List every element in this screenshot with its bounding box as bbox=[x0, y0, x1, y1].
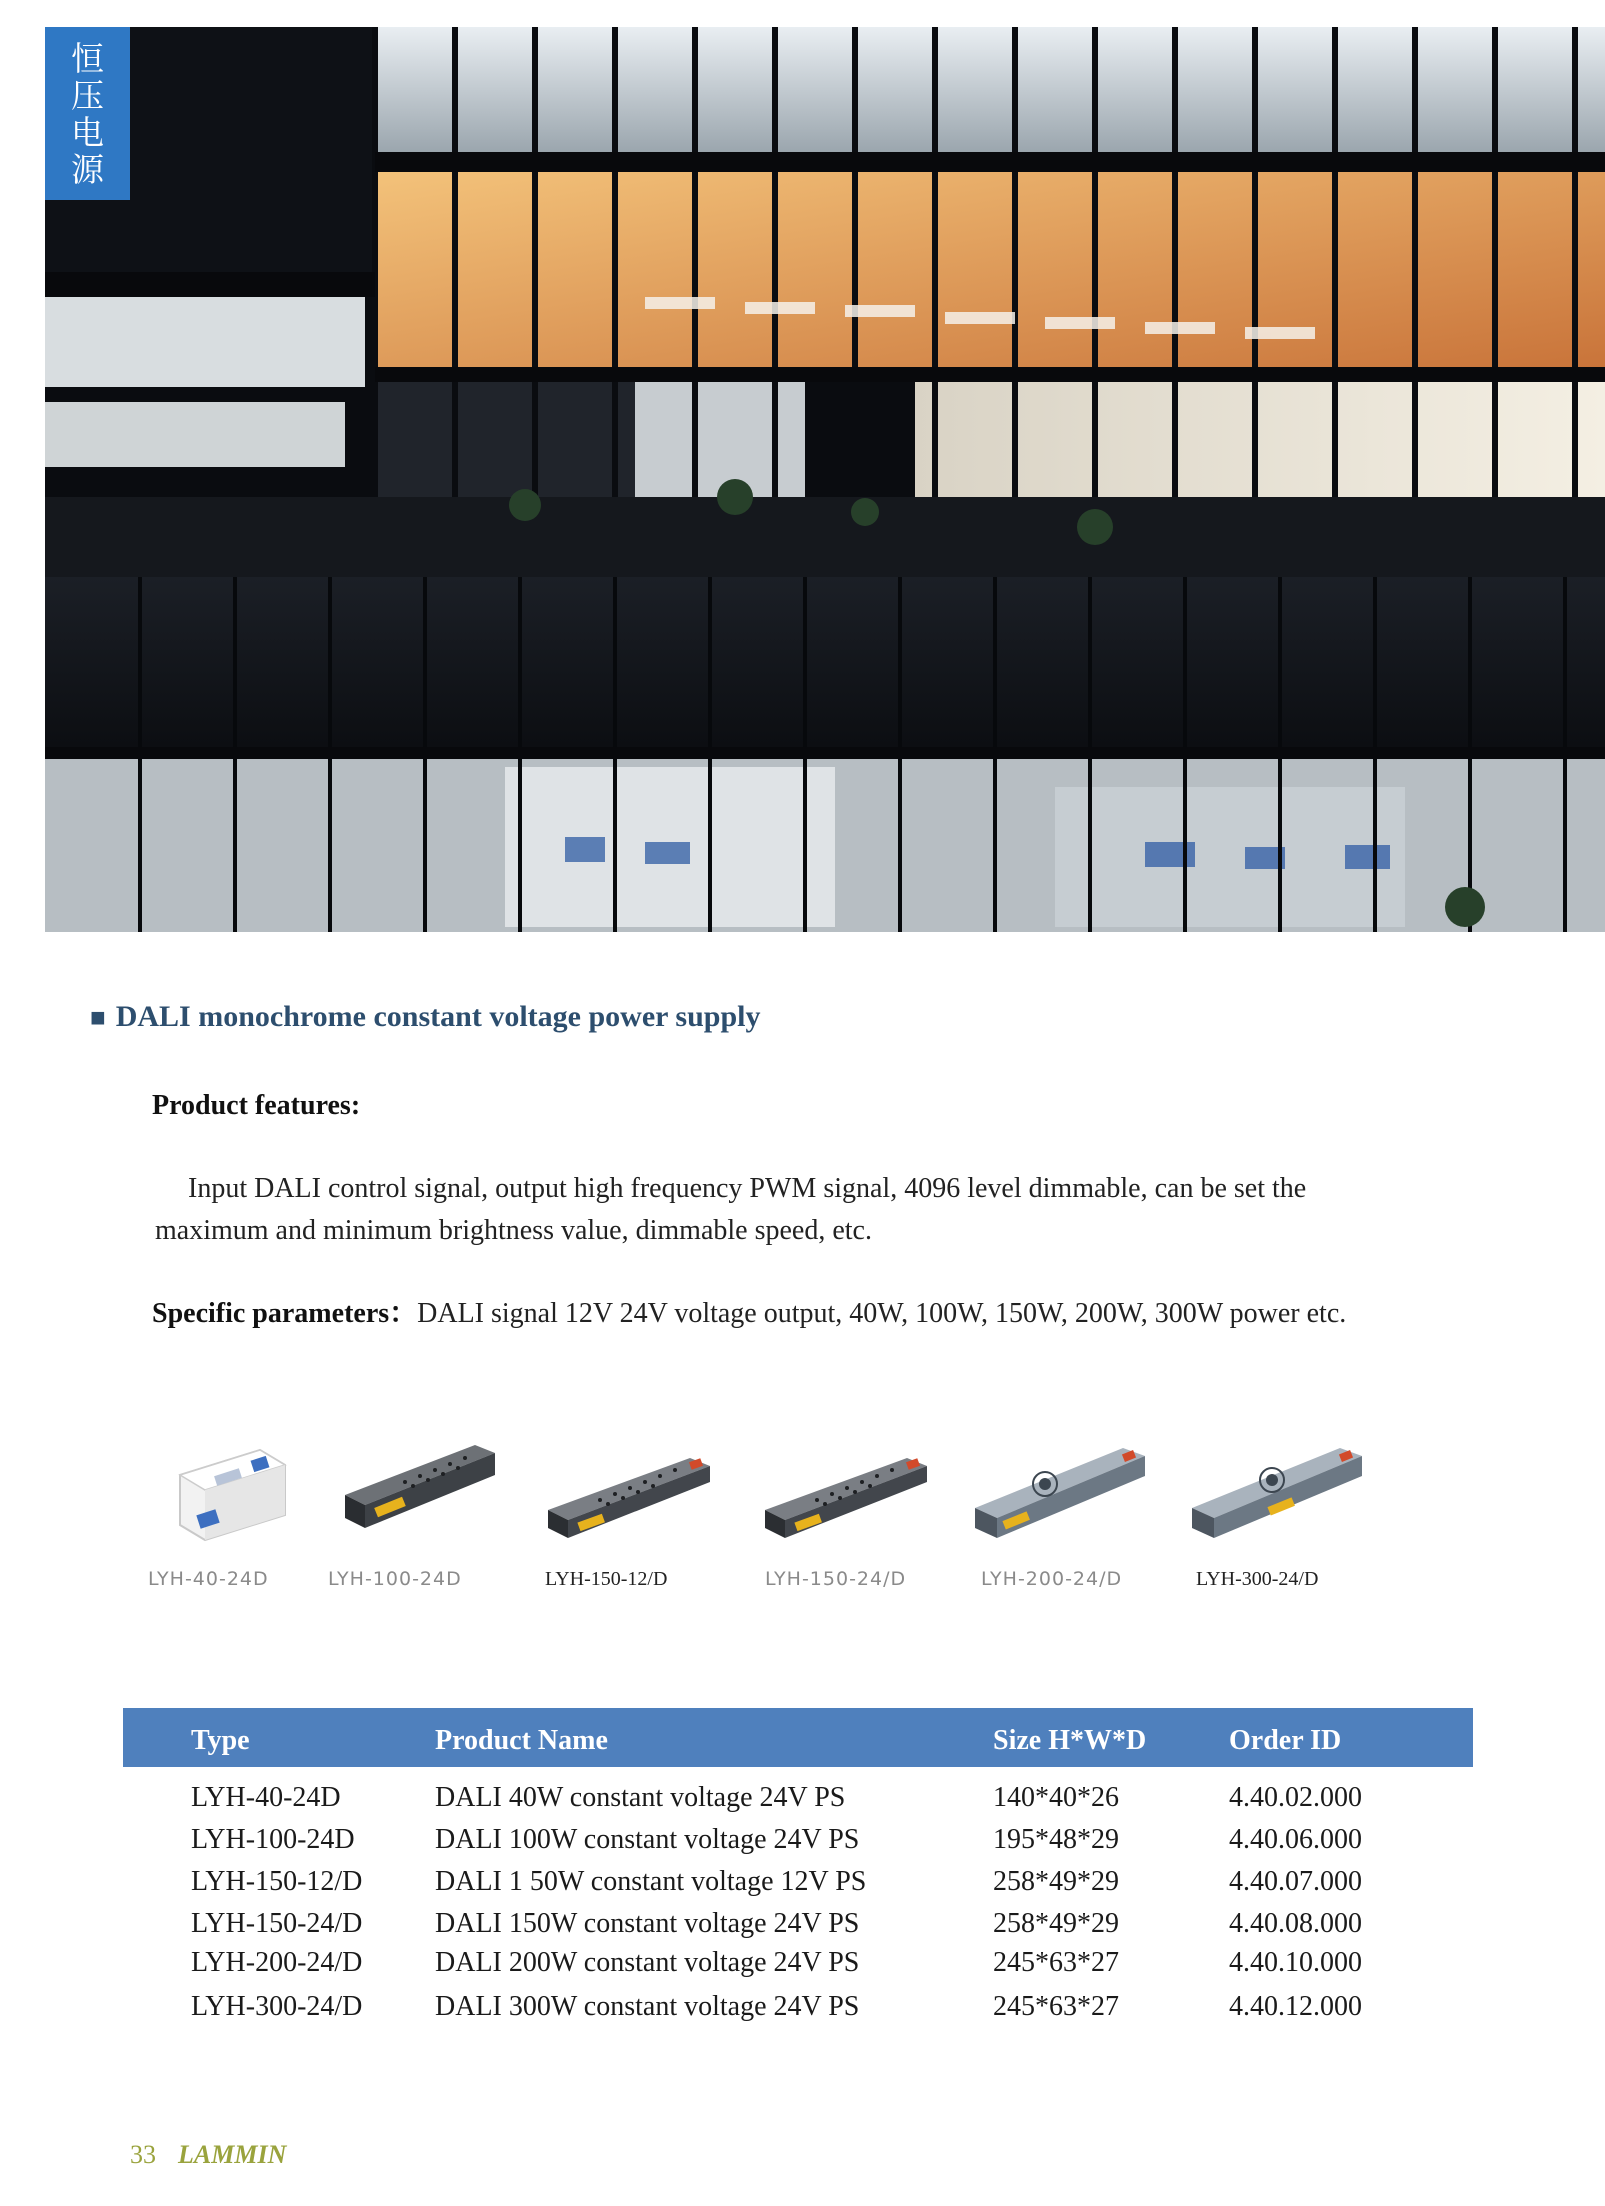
cell-type: LYH-200-24/D bbox=[191, 1947, 363, 1978]
product-card bbox=[540, 1420, 740, 1600]
cell-order-id: 4.40.02.000 bbox=[1229, 1782, 1362, 1813]
side-tab-char: 电 bbox=[71, 112, 104, 152]
cell-order-id: 4.40.08.000 bbox=[1229, 1908, 1362, 1939]
cell-product-name: DALI 40W constant voltage 24V PS bbox=[435, 1782, 846, 1813]
product-gallery bbox=[0, 1420, 1605, 1600]
cell-size: 195*48*29 bbox=[993, 1824, 1119, 1855]
params-text: DALI signal 12V 24V voltage output, 40W, 100W, 150W, 200W, 300W power etc. bbox=[417, 1298, 1347, 1329]
power-supply-image bbox=[140, 1420, 340, 1550]
category-side-tab bbox=[45, 27, 130, 200]
page-footer bbox=[130, 2140, 286, 2170]
cell-size: 258*49*29 bbox=[993, 1866, 1119, 1897]
cell-size: 245*63*27 bbox=[993, 1947, 1119, 1978]
product-label: LYH-300-24/D bbox=[1196, 1568, 1319, 1590]
product-card bbox=[325, 1420, 525, 1600]
cell-product-name: DALI 300W constant voltage 24V PS bbox=[435, 1991, 860, 2022]
cell-type: LYH-40-24D bbox=[191, 1782, 341, 1813]
square-bullet-icon: ■ bbox=[90, 1003, 106, 1032]
product-label: LYH-100-24D bbox=[328, 1568, 462, 1590]
product-label: LYH-150-24/D bbox=[765, 1568, 907, 1590]
power-supply-image bbox=[757, 1420, 957, 1550]
table-row bbox=[123, 1945, 1473, 1981]
cell-order-id: 4.40.06.000 bbox=[1229, 1824, 1362, 1855]
specific-parameters bbox=[152, 1291, 1346, 1331]
cell-product-name: DALI 100W constant voltage 24V PS bbox=[435, 1824, 860, 1855]
header-product-name: Product Name bbox=[435, 1724, 608, 1756]
side-tab-char: 恒 bbox=[71, 38, 104, 78]
table-row bbox=[123, 1819, 1473, 1861]
features-text: Input DALI control signal, output high frequency PWM signal, 4096 level dimmable, can be set the maximum and minimum brightness value, dimmable speed, etc. bbox=[155, 1173, 1307, 1246]
product-label: LYH-150-12/D bbox=[545, 1568, 668, 1590]
side-tab-char: 压 bbox=[71, 75, 104, 115]
product-card bbox=[140, 1420, 340, 1600]
cell-order-id: 4.40.07.000 bbox=[1229, 1866, 1362, 1897]
product-card bbox=[973, 1420, 1173, 1600]
cell-order-id: 4.40.10.000 bbox=[1229, 1947, 1362, 1978]
header-type: Type bbox=[191, 1724, 250, 1756]
power-supply-image bbox=[1190, 1420, 1390, 1550]
product-card bbox=[757, 1420, 957, 1600]
table-header-row bbox=[123, 1708, 1473, 1767]
cell-size: 140*40*26 bbox=[993, 1782, 1119, 1813]
brand-name: LAMMIN bbox=[178, 2140, 287, 2169]
header-order-id: Order ID bbox=[1229, 1724, 1342, 1756]
product-label: LYH-40-24D bbox=[148, 1568, 269, 1590]
product-label: LYH-200-24/D bbox=[981, 1568, 1123, 1590]
cell-product-name: DALI 150W constant voltage 24V PS bbox=[435, 1908, 860, 1939]
cell-product-name: DALI 200W constant voltage 24V PS bbox=[435, 1947, 860, 1978]
table-row bbox=[123, 1903, 1473, 1945]
spec-table bbox=[123, 1708, 1473, 2033]
params-label: Specific parameters： bbox=[152, 1298, 418, 1329]
side-tab-char: 源 bbox=[71, 149, 104, 189]
table-row bbox=[123, 1767, 1473, 1819]
header-size: Size H*W*D bbox=[993, 1724, 1147, 1756]
product-card bbox=[1190, 1420, 1390, 1600]
cell-order-id: 4.40.12.000 bbox=[1229, 1991, 1362, 2022]
features-heading: Product features: bbox=[152, 1090, 361, 1121]
cell-type: LYH-300-24/D bbox=[191, 1991, 363, 2022]
cell-product-name: DALI 1 50W constant voltage 12V PS bbox=[435, 1866, 867, 1897]
power-supply-image bbox=[973, 1420, 1173, 1550]
power-supply-image bbox=[540, 1420, 740, 1550]
section-title bbox=[90, 1000, 760, 1034]
section-title-text: DALI monochrome constant voltage power supply bbox=[115, 1000, 761, 1033]
page-number: 33 bbox=[130, 2140, 156, 2169]
table-row bbox=[123, 1981, 1473, 2033]
cell-type: LYH-150-24/D bbox=[191, 1908, 363, 1939]
table-row bbox=[123, 1861, 1473, 1903]
cell-type: LYH-100-24D bbox=[191, 1824, 355, 1855]
office-building-night-photo bbox=[45, 27, 1605, 932]
cell-type: LYH-150-12/D bbox=[191, 1866, 363, 1897]
cell-size: 245*63*27 bbox=[993, 1991, 1119, 2022]
hero-photo bbox=[45, 27, 1605, 932]
power-supply-image bbox=[325, 1420, 525, 1550]
cell-size: 258*49*29 bbox=[993, 1908, 1119, 1939]
